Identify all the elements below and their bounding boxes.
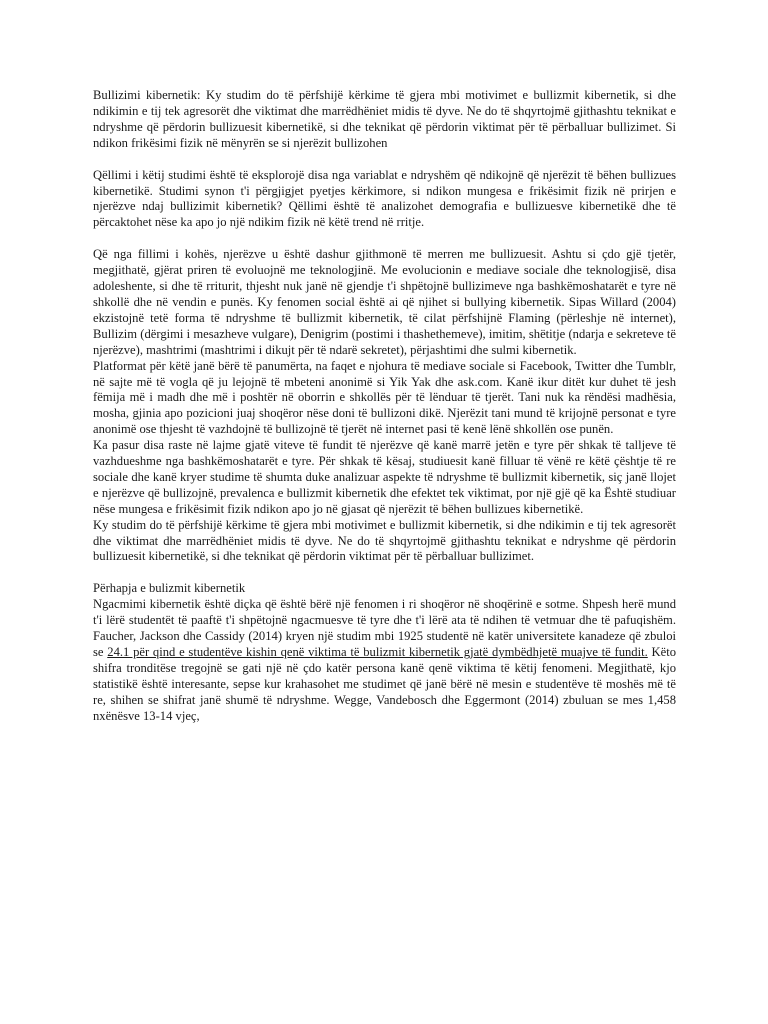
- paragraph-gap: [93, 231, 676, 247]
- underlined-statistic: 24.1 për qind e studentëve kishin qenë viktima të bulizmit kibernetik gjatë dymbëdhjetë muajve të fundit.: [107, 645, 648, 659]
- paragraph-scope: Ky studim do të përfshijë kërkime të gjera mbi motivimet e bullizmit kibernetik, si dhe ndikimin e tij tek agresorët dhe viktimat dhe marrëdhëniet midis të dyve. Ne do të shqyrtojmë gjithashtu teknikat e ndryshme që përdorin bullizuesit kibernetikë, si dhe teknikat që përdorin viktimat për të përballuar bullizimet.: [93, 517, 676, 564]
- paragraph-purpose: Qëllimi i këtij studimi është të eksplorojë disa nga variablat e ndryshëm që ndikojnë që njerëzit të bëhen bullizues kibernetikë. Studimi synon t'i përgjigjet pyetjes kërkimore, si ndikon mungesa e frikësimit fizik në prirjen e njerëzve ndaj bullizimit kibernetik? Qëllimi është të analizohet demografia e bullizuesve kibernetikë dhe të përcaktohet nëse ka apo jo një ndikim fizik në këtë trend në rritje.: [93, 167, 676, 230]
- paragraph-gap: [93, 152, 676, 168]
- paragraph-background: Që nga fillimi i kohës, njerëzve u është dashur gjithmonë të merren me bullizuesit. Ashtu si çdo gjë tjetër, megjithatë, gjërat priren të evoluojnë me teknologjinë. Me evolucionin e mediave sociale dhe teknologjisë, disa adoleshente, si dhe të rriturit, thjesht nuk janë në gjendje t'i shpëtojnë bullizimeve nga bashkëmoshatarët e tyre në shkollë dhe në vendin e punës. Ky fenomen social është ai që njihet si bullying kibernetik. Sipas Willard (2004) ekzistojnë tetë forma të ndryshme të bullizmit kibernetik, të cilat përfshijnë Flaming (përleshje në internet), Bullizim (dërgimi i mesazheve vulgare), Denigrim (postimi i thashethemeve), imitim, shëtitje (ndarja e sekreteve të njerëzve), mashtrimi (mashtrimi i dikujt për të ndarë sekretet), përjashtimi dhe sulmi kibernetik.: [93, 247, 676, 357]
- paragraph-prevalence: [93, 597, 676, 724]
- paragraph-platforms: Platformat për këtë janë bërë të panumërta, na faqet e njohura të mediave sociale si Facebook, Twitter dhe Tumblr, në sajte më të vogla që ju lejojnë të mbeteni anonimë si Yik Yak dhe ask.com. Kanë ikur ditët kur duhet të jesh fëmija më i madh dhe më i poshtër në oborrin e shkollës për të lënduar të tjerët. Tani nuk ka rëndësi madhësia, mosha, gjinia apo pozicioni juaj shoqëror nëse doni të bullizoni dikë. Njerëzit tani mund të krijojnë personat e tyre anonimë ose thjesht të vazhdojnë të bullizojnë të tjerët në internet pasi të kenë lënë shkollën ose punën.: [93, 358, 676, 437]
- section-heading: Përhapja e bulizmit kibernetik: [93, 581, 246, 596]
- prevalence-text-end: Këto shifra tronditëse tregojnë se gati një në çdo katër persona kanë qenë viktima të këtij fenomeni. Megjithatë, kjo statistikë është interesante, sepse kur krahasohet me studimet që janë bërë në mesin e studentëve të moshës më të re, shihen se shifrat janë shumë të ndryshme. Wegge, Vandebosch dhe Eggermont (2014) zbuluan se mes 1,458 nxënësve 13-14 vjeç,: [93, 645, 677, 723]
- prevalence-text-start: Ngacmimi kibernetik është diçka që është bërë një fenomen i ri shoqëror në shoqërinë e sotme. Shpesh herë mund t'i lërë studentët të paaftë t'i shpëtojnë ngacmuesve të tyre dhe t'i lërë ata të ndihen të vetmuar dhe të pafuqishëm. Faucher, Jackson dhe Cassidy (2014) kryen një studim mbi 1925 studentë në katër universitete kanadeze që zbuloi se: [93, 597, 676, 659]
- paragraph-cases: Ka pasur disa raste në lajme gjatë viteve të fundit të njerëzve që kanë marrë jetën e tyre për shkak të talljeve të vazhdueshme nga bashkëmoshatarët e tyre. Për shkak të kësaj, studiuesit kanë filluar të vënë re këtë çështje të re sociale dhe kanë kryer studime të shumta duke analizuar aspekte të ndryshme të bullizmit kibernetik, siç janë llojet e njerëzve që bullizojnë, prevalenca e bullizmit kibernetik dhe efektet tek viktimat, por një gjë që ka Është studiuar nëse mungesa e frikësimit fizik ndikon apo jo në gjasat që njerëzit të bëhen bullizues kibernetikë.: [93, 438, 676, 516]
- paragraph-gap: [93, 565, 676, 581]
- paragraph-intro: Bullizimi kibernetik: Ky studim do të përfshijë kërkime të gjera mbi motivimet e bullizmit kibernetik, si dhe ndikimin e tij tek agresorët dhe viktimat dhe marrëdhëniet midis të dyve. Ne do të shqyrtojmë gjithashtu teknikat e ndryshme që përdorin bullizuesit kibernetikë, si dhe teknikat që përdorin viktimat për të përballuar bullizimet. Si ndikon frikësimi fizik në mënyrën se si njerëzit bullizohen: [93, 88, 676, 150]
